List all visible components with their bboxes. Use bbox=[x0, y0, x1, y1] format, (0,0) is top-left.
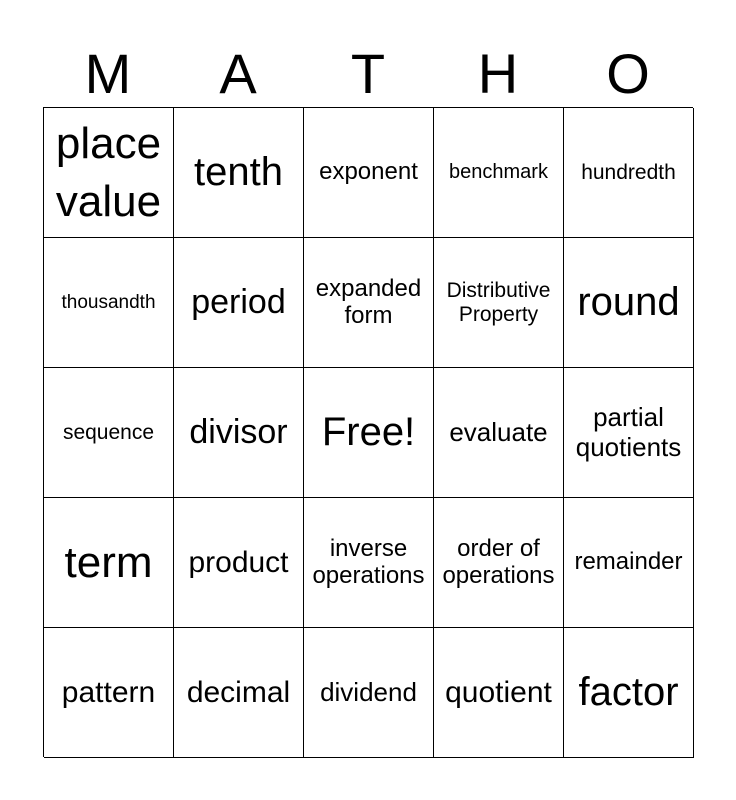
free-space-cell[interactable] bbox=[304, 368, 434, 498]
cell-label: dividend bbox=[320, 676, 417, 707]
bingo-cell[interactable] bbox=[174, 108, 304, 238]
cell-label: exponent bbox=[319, 158, 418, 186]
bingo-cell[interactable] bbox=[434, 238, 564, 368]
bingo-cell[interactable] bbox=[564, 498, 694, 628]
bingo-cell[interactable] bbox=[564, 108, 694, 238]
header-letter-a: A bbox=[219, 42, 257, 105]
bingo-cell[interactable] bbox=[174, 628, 304, 758]
cell-label: partial quotients bbox=[575, 402, 682, 462]
header-letter-o: O bbox=[606, 42, 650, 105]
cell-label: period bbox=[191, 283, 286, 322]
cell-label: product bbox=[188, 545, 289, 579]
bingo-cell[interactable] bbox=[44, 498, 174, 628]
cell-label: order of operations bbox=[442, 534, 555, 589]
bingo-cell[interactable] bbox=[304, 238, 434, 368]
bingo-cell[interactable] bbox=[44, 368, 174, 498]
bingo-board bbox=[43, 107, 693, 757]
cell-label: decimal bbox=[186, 675, 291, 709]
header-letter-h: H bbox=[477, 42, 519, 105]
bingo-cell[interactable] bbox=[44, 108, 174, 238]
cell-label: quotient bbox=[445, 675, 552, 709]
bingo-cell[interactable] bbox=[434, 498, 564, 628]
bingo-cell[interactable] bbox=[564, 368, 694, 498]
cell-label: tenth bbox=[194, 150, 283, 195]
bingo-cell[interactable] bbox=[434, 368, 564, 498]
cell-label: inverse operations bbox=[312, 534, 425, 589]
cell-label: expanded form bbox=[315, 274, 422, 329]
cell-label: remainder bbox=[574, 548, 683, 576]
cell-label: Distributive Property bbox=[446, 278, 551, 326]
bingo-header bbox=[43, 40, 693, 108]
cell-label: thousandth bbox=[61, 291, 156, 313]
bingo-cell[interactable] bbox=[304, 108, 434, 238]
bingo-cell[interactable] bbox=[44, 628, 174, 758]
header-letter-t: T bbox=[350, 42, 386, 105]
free-space-label: Free! bbox=[321, 410, 416, 455]
cell-label: factor bbox=[578, 670, 679, 715]
bingo-cell[interactable] bbox=[564, 238, 694, 368]
cell-label: term bbox=[64, 537, 153, 587]
bingo-cell[interactable] bbox=[44, 238, 174, 368]
cell-label: round bbox=[577, 280, 680, 325]
bingo-cell[interactable] bbox=[174, 498, 304, 628]
bingo-cell[interactable] bbox=[434, 628, 564, 758]
bingo-cell[interactable] bbox=[304, 628, 434, 758]
bingo-cell[interactable] bbox=[304, 498, 434, 628]
bingo-cell[interactable] bbox=[174, 238, 304, 368]
cell-label: hundredth bbox=[581, 160, 676, 184]
bingo-cell[interactable] bbox=[564, 628, 694, 758]
cell-label: place value bbox=[55, 119, 162, 226]
cell-label: benchmark bbox=[449, 161, 548, 184]
cell-label: sequence bbox=[62, 420, 155, 444]
bingo-cell[interactable] bbox=[434, 108, 564, 238]
cell-label: divisor bbox=[189, 413, 288, 452]
header-letter-m: M bbox=[84, 42, 132, 105]
cell-label: evaluate bbox=[449, 416, 548, 447]
cell-label: pattern bbox=[61, 675, 156, 709]
bingo-cell[interactable] bbox=[174, 368, 304, 498]
